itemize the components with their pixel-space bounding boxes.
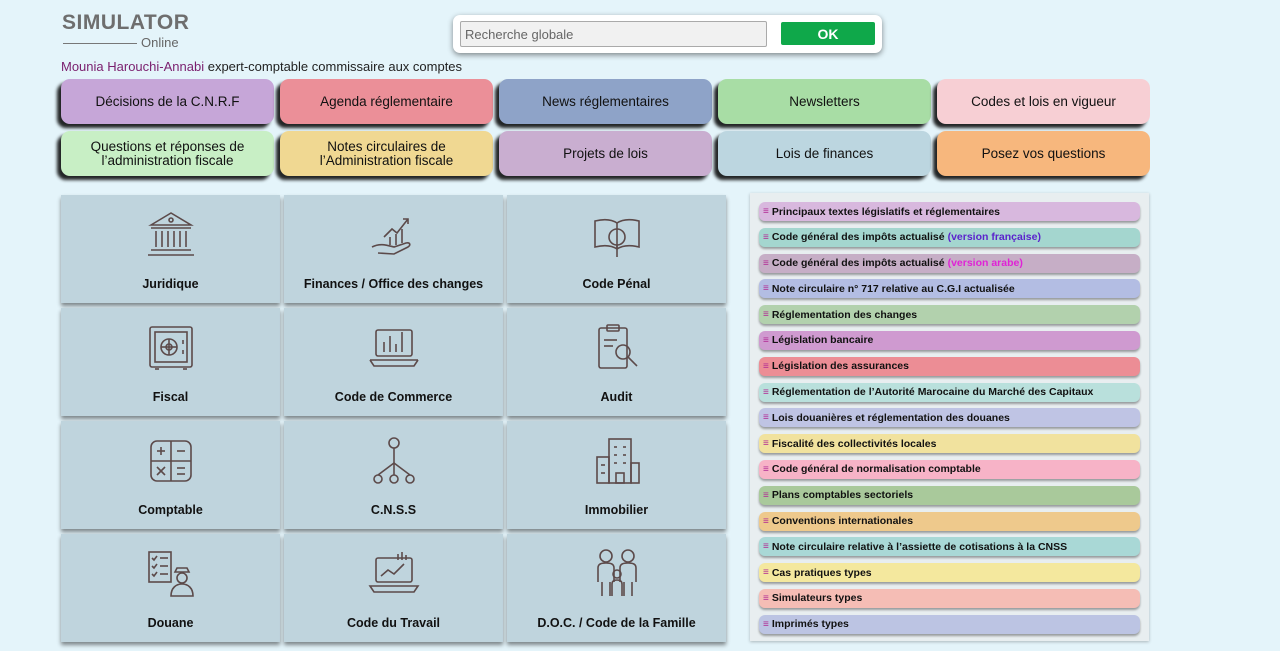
logo-title: SIMULATOR [62,11,190,34]
list-bullet-icon: ≡ [763,231,769,243]
menu-button-label: Décisions de la C.N.R.F [95,93,240,109]
author-name[interactable]: Mounia Harouchi-Annabi [61,59,205,74]
tile-juridique[interactable] [61,195,280,303]
link-item-conventions-internationales[interactable] [759,512,1140,531]
link-label: Conventions internationales [771,515,914,528]
tile-label: Code Pénal [582,277,651,291]
laptop-chart-icon [366,546,422,602]
list-bullet-icon: ≡ [763,463,769,475]
safe-icon [143,320,199,376]
link-item-legislation-des-assurances[interactable] [759,357,1140,376]
buildings-icon [589,433,645,489]
hand-growth-chart-icon [366,207,422,263]
link-item-lois-douanieres-et-reglementation-des-do[interactable] [759,408,1140,427]
list-bullet-icon: ≡ [763,489,769,501]
logo[interactable] [62,11,192,50]
link-label: Simulateurs types [771,592,863,605]
customs-officer-checklist-icon [143,546,199,602]
menu-button-posez-vos-questions[interactable] [937,131,1150,176]
list-bullet-icon: ≡ [763,618,769,630]
link-item-plans-comptables-sectoriels[interactable] [759,486,1140,505]
main-menu [61,79,1149,176]
link-label: Fiscalité des collectivités locales [771,437,937,450]
menu-button-label: Codes et lois en vigueur [971,93,1116,109]
link-label: Imprimés types [771,618,849,631]
logo-underline [63,43,137,44]
link-item-note-circulaire-n-717-relative-au-c-g-i-[interactable] [759,279,1140,298]
menu-button-news-reglementaires[interactable] [499,79,712,124]
tile-label: Juridique [142,277,199,291]
menu-button-notes-circulaires-de-l-administration-fi[interactable] [280,131,493,176]
link-label: Note circulaire relative à l’assiette de cotisations à la CNSS [771,540,1068,553]
menu-button-label: Agenda réglementaire [320,93,453,109]
list-bullet-icon: ≡ [763,412,769,424]
link-label: Code général des impôts actualisé [771,231,945,244]
list-bullet-icon: ≡ [763,386,769,398]
menu-button-decisions-de-la-c-n-r-f[interactable] [61,79,274,124]
tile-c-n-s-s[interactable] [284,421,503,529]
tile-label: Code du Travail [346,616,441,630]
menu-button-label: Lois de finances [775,145,874,161]
link-version-tag[interactable]: (version française) [947,231,1041,244]
search-input[interactable] [460,21,767,47]
link-label: Principaux textes législatifs et réglementaires [771,205,1001,218]
link-item-code-general-des-impots-actualise[interactable] [759,254,1140,273]
list-bullet-icon: ≡ [763,592,769,604]
tile-douane[interactable] [61,534,280,642]
list-bullet-icon: ≡ [763,309,769,321]
tile-fiscal[interactable] [61,308,280,416]
tile-code-de-commerce[interactable] [284,308,503,416]
list-bullet-icon: ≡ [763,438,769,450]
tile-code-du-travail[interactable] [284,534,503,642]
link-item-simulateurs-types[interactable] [759,589,1140,608]
list-bullet-icon: ≡ [763,283,769,295]
calculator-icon [143,433,199,489]
author-title: expert-comptable commissaire aux comptes [207,59,463,74]
link-label: Législation bancaire [771,334,874,347]
list-bullet-icon: ≡ [763,206,769,217]
menu-button-codes-et-lois-en-vigueur[interactable] [937,79,1150,124]
link-item-cas-pratiques-types[interactable] [759,563,1140,582]
menu-button-questions-et-reponses-de-l-administratio[interactable] [61,131,274,176]
tile-finances-office-des-changes[interactable] [284,195,503,303]
reference-links-panel [750,193,1149,641]
tile-d-o-c-code-de-la-famille[interactable] [507,534,726,642]
search-ok-button[interactable]: OK [781,22,875,45]
link-item-note-circulaire-relative-a-l-assiette-de[interactable] [759,537,1140,556]
family-icon [589,546,645,602]
link-item-code-general-de-normalisation-comptable[interactable] [759,460,1140,479]
link-label: Réglementation des changes [771,308,918,321]
menu-button-lois-de-finances[interactable] [718,131,931,176]
list-bullet-icon: ≡ [763,515,769,527]
menu-button-agenda-reglementaire[interactable] [280,79,493,124]
logo-subtitle: Online [141,35,179,50]
menu-button-label: Questions et réponses de l’administration fiscale [90,138,245,168]
category-tiles [61,195,726,642]
list-bullet-icon: ≡ [763,567,769,579]
link-label: Cas pratiques types [771,566,872,579]
link-item-fiscalite-des-collectivites-locales[interactable] [759,434,1140,453]
link-version-tag[interactable]: (version arabe) [947,257,1023,270]
tile-label: Finances / Office des changes [303,277,484,291]
link-label: Lois douanières et réglementation des douanes [771,411,1010,424]
network-people-icon [366,433,422,489]
link-item-legislation-bancaire[interactable] [759,331,1140,350]
tile-label: Immobilier [584,503,649,517]
menu-button-label: Projets de lois [563,145,648,161]
tile-label: D.O.C. / Code de la Famille [537,616,696,630]
laptop-bar-chart-icon [366,320,422,376]
link-item-imprimes-types[interactable] [759,615,1140,634]
search-panel [453,15,882,53]
author-line [61,59,462,74]
link-label: Législation des assurances [771,360,909,373]
link-item-reglementation-de-l-autorite-marocaine-d[interactable] [759,383,1140,402]
menu-button-label: Posez vos questions [981,145,1106,161]
link-item-reglementation-des-changes[interactable] [759,305,1140,324]
tile-immobilier[interactable] [507,421,726,529]
clipboard-magnifier-icon [589,320,645,376]
menu-button-label: Newsletters [789,93,860,109]
tile-label: Audit [600,390,633,404]
tile-label: C.N.S.S [370,503,417,517]
tile-label: Douane [147,616,194,630]
link-item-code-general-des-impots-actualise[interactable] [759,228,1140,247]
list-bullet-icon: ≡ [763,334,769,346]
menu-button-label: News réglementaires [542,93,669,109]
tile-label: Code de Commerce [334,390,453,404]
tile-audit[interactable] [507,308,726,416]
book-magnifier-icon [589,207,645,263]
list-bullet-icon: ≡ [763,541,769,553]
courthouse-icon [143,207,199,263]
menu-button-projets-de-lois[interactable] [499,131,712,176]
link-label: Réglementation de l’Autorité Marocaine du Marché des Capitaux [771,386,1094,399]
tile-label: Fiscal [152,390,189,404]
link-label: Plans comptables sectoriels [771,489,914,502]
link-label: Note circulaire n° 717 relative au C.G.I actualisée [771,282,1015,295]
menu-button-label: Notes circulaires de l’Administration fiscale [319,138,454,168]
tile-code-penal[interactable] [507,195,726,303]
menu-button-newsletters[interactable] [718,79,931,124]
link-label: Code général des impôts actualisé [771,257,945,270]
tile-comptable[interactable] [61,421,280,529]
tile-label: Comptable [138,503,203,517]
list-bullet-icon: ≡ [763,360,769,372]
link-label: Code général de normalisation comptable [771,463,981,476]
list-bullet-icon: ≡ [763,257,769,269]
link-item-principaux-textes-legislatifs-et-regleme[interactable] [759,202,1140,221]
